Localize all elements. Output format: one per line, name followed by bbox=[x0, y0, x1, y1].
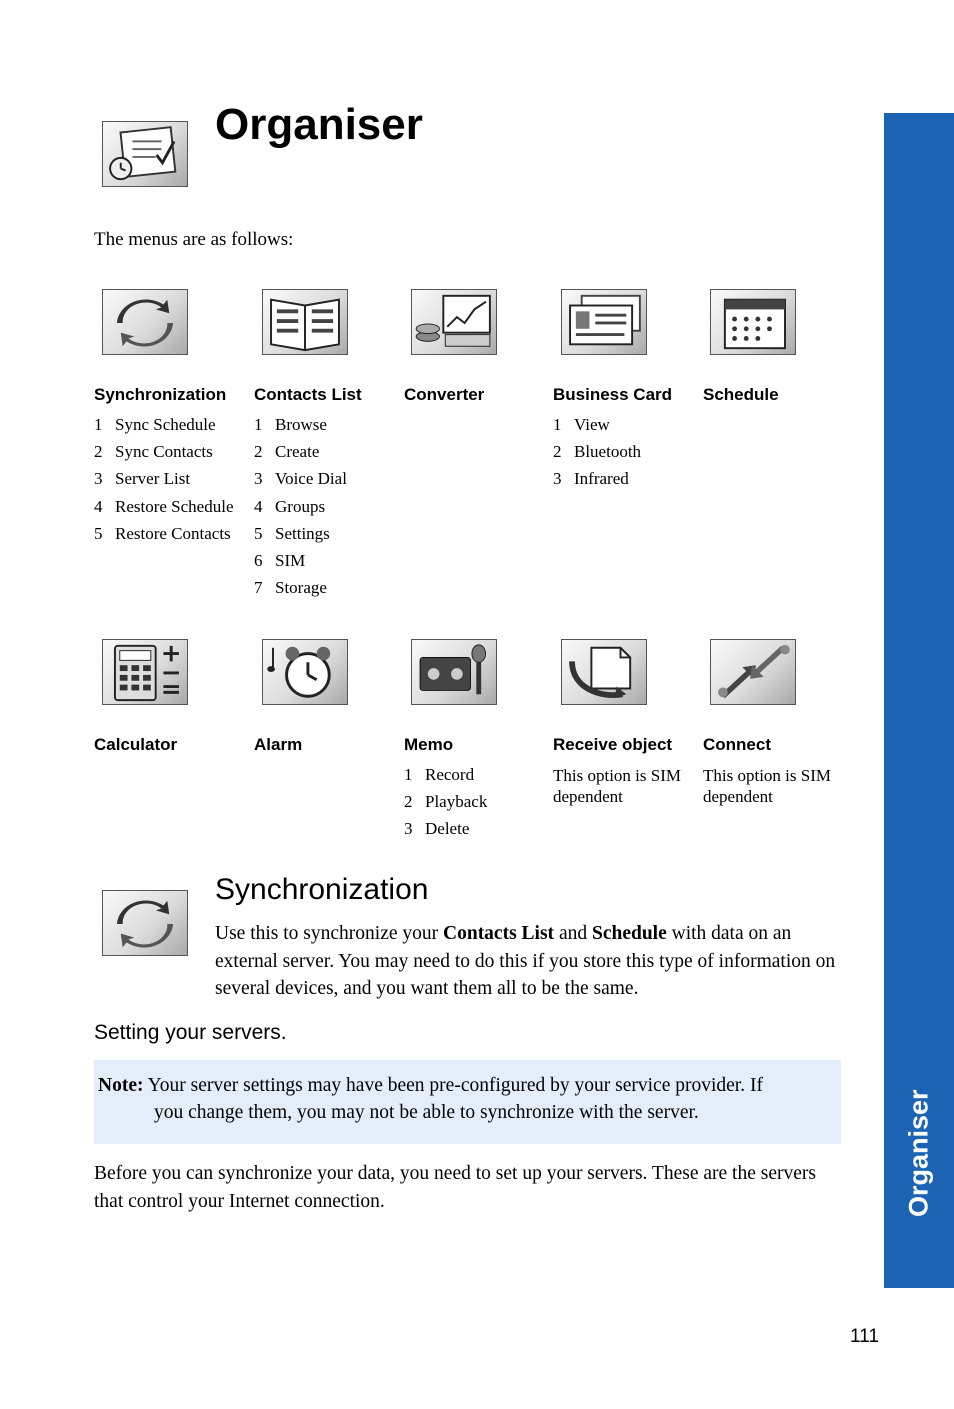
note-line-2: you change them, you may not be able to synchronize with the server. bbox=[154, 1102, 699, 1123]
list-item: 5 Settings bbox=[254, 523, 330, 543]
contacts-book-icon bbox=[262, 289, 348, 355]
connect-note: This option is SIM dependent bbox=[703, 766, 831, 806]
menu-heading-calculator: Calculator bbox=[94, 735, 178, 754]
list-item: 3 Infrared bbox=[553, 469, 629, 489]
intro-text: The menus are as follows: bbox=[94, 229, 294, 250]
list-item: 2 Sync Contacts bbox=[94, 442, 213, 462]
list-item: 5 Restore Contacts bbox=[94, 523, 231, 543]
menu-heading-business-card: Business Card bbox=[553, 385, 673, 404]
note-label: Note: bbox=[98, 1075, 144, 1096]
list-item: 1 Sync Schedule bbox=[94, 415, 216, 434]
note-box bbox=[94, 1060, 841, 1144]
list-item: 4 Groups bbox=[254, 496, 326, 516]
list-item: 1 Record bbox=[404, 765, 475, 784]
list-item: 3 Delete bbox=[404, 819, 470, 839]
menu-heading-synchronization: Synchronization bbox=[94, 385, 227, 404]
closing-paragraph: Before you can synchronize your data, you need to set up your servers. These are the servers that control your Internet connection. bbox=[94, 1163, 816, 1212]
menu-heading-receive-object: Receive object bbox=[553, 735, 673, 754]
menu-heading-schedule: Schedule bbox=[703, 385, 779, 404]
list-item: 2 Playback bbox=[404, 792, 488, 812]
list-item: 4 Restore Schedule bbox=[94, 496, 234, 516]
calculator-icon bbox=[102, 639, 188, 705]
list-item: 2 Create bbox=[254, 442, 320, 462]
list-item: 3 Voice Dial bbox=[254, 469, 347, 489]
synchronization-menu-list bbox=[94, 415, 234, 551]
receive-object-note: This option is SIM dependent bbox=[553, 766, 681, 806]
subheading: Setting your servers. bbox=[94, 1021, 287, 1044]
list-item: 7 Storage bbox=[254, 578, 327, 598]
page-title: Organiser bbox=[215, 100, 423, 149]
calendar-icon bbox=[710, 289, 796, 355]
connect-arrows-icon bbox=[710, 639, 796, 705]
section-body: Use this to synchronize your Contacts List and Schedule with data on an external server. You may need to do this if you store this type of information on several devices, and you want them all to be the same. bbox=[215, 923, 836, 999]
list-item: 3 Server List bbox=[94, 469, 191, 489]
business-card-icon bbox=[561, 289, 647, 355]
alarm-clock-icon bbox=[262, 639, 348, 705]
memo-microphone-icon bbox=[411, 639, 497, 705]
list-item: 6 SIM bbox=[254, 550, 306, 570]
business-card-menu-list bbox=[553, 415, 641, 497]
side-chapter-tab bbox=[884, 113, 954, 1288]
organiser-notebook-icon bbox=[102, 121, 188, 187]
list-item: 2 Bluetooth bbox=[553, 442, 642, 462]
receive-object-icon bbox=[561, 639, 647, 705]
menu-heading-converter: Converter bbox=[404, 385, 485, 404]
section-title: Synchronization bbox=[215, 873, 429, 906]
menu-heading-memo: Memo bbox=[404, 735, 454, 754]
side-tab-label: Organiser bbox=[903, 1089, 934, 1217]
list-item: 1 View bbox=[553, 415, 610, 434]
list-item: 1 Browse bbox=[254, 415, 327, 434]
menu-heading-alarm: Alarm bbox=[254, 735, 303, 754]
menu-heading-contacts-list: Contacts List bbox=[254, 385, 362, 404]
page-number: 111 bbox=[850, 1326, 879, 1347]
note-line-1: Note: Your server settings may have been pre-configured by your service provider. If bbox=[98, 1075, 763, 1096]
memo-menu-list bbox=[404, 765, 487, 847]
menu-heading-connect: Connect bbox=[703, 735, 771, 754]
contacts-list-menu-list bbox=[254, 415, 347, 605]
converter-chart-icon bbox=[411, 289, 497, 355]
sync-section-icon bbox=[102, 890, 188, 956]
sync-icon bbox=[102, 289, 188, 355]
